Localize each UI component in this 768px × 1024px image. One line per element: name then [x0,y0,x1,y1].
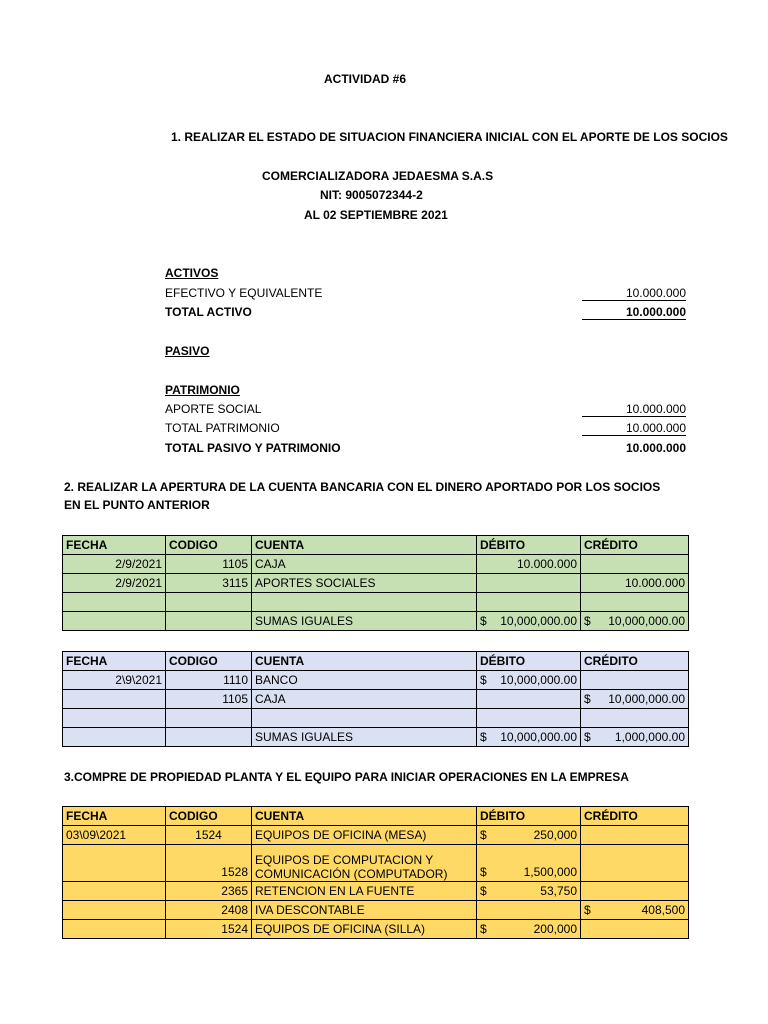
cell-credito [581,882,689,901]
table-row [63,845,689,882]
sumas-debito: $ 10,000,000.00 [477,728,581,747]
cell-cuenta: EQUIPOS DE OFICINA (SILLA) [252,920,477,939]
cell-debito: $ 200,000 [477,920,581,939]
cell-fecha: 2/9/2021 [63,555,166,574]
cell-debito: $ 250,000 [477,826,581,845]
header-codigo: CODIGO [166,807,252,826]
cell-credito [581,920,689,939]
table-row [63,690,689,709]
header-fecha: FECHA [63,807,166,826]
cell-codigo: 2365 [166,882,252,901]
journal-table-banco [62,651,689,747]
header-fecha: FECHA [63,536,166,555]
section2-heading-line1: 2. REALIZAR LA APERTURA DE LA CUENTA BANCARIA CON EL DINERO APORTADO POR LOS SOCIOS [64,480,661,494]
cell-cuenta: EQUIPOS DE COMPUTACION Y COMUNICACIÓN (COMPUTADOR) [252,845,477,882]
cell-codigo: 2408 [166,901,252,920]
cell-codigo: 1105 [166,555,252,574]
cell-fecha: 2\9\2021 [63,671,166,690]
total-patrimonio-label: TOTAL PATRIMONIO [165,421,280,435]
cell-fecha [63,845,166,882]
total-activo-label: TOTAL ACTIVO [165,305,252,319]
cell-fecha [63,901,166,920]
cell-credito [581,845,689,882]
table-row [63,671,689,690]
header-debito: DÉBITO [477,652,581,671]
page-title: ACTIVIDAD #6 [324,72,407,86]
cell-credito [581,671,689,690]
cell-credito [581,826,689,845]
cell-cuenta: IVA DESCONTABLE [252,901,477,920]
table-row-empty [63,709,689,728]
table-row [63,901,689,920]
table-row [63,826,689,845]
total-pasivo-patrimonio-value: 10.000.000 [625,441,686,455]
efectivo-value: 10.000.000 [582,286,686,301]
cell-fecha: 2/9/2021 [63,574,166,593]
journal-table-ppe [62,806,689,939]
section1-heading: 1. REALIZAR EL ESTADO DE SITUACION FINANCIERA INICIAL CON EL APORTE DE LOS SOCIOS [171,130,728,144]
journal-table-caja [62,535,689,631]
header-cuenta: CUENTA [252,807,477,826]
cell-debito: 10.000.000 [477,555,581,574]
cell-debito: $ 10,000,000.00 [477,671,581,690]
aporte-social-label: APORTE SOCIAL [165,402,262,416]
table-row [63,574,689,593]
cell-cuenta: RETENCION EN LA FUENTE [252,882,477,901]
cell-debito: $ 1,500,000 [477,845,581,882]
header-credito: CRÉDITO [581,807,689,826]
company-nit: NIT: 9005072344-2 [320,188,423,202]
cell-codigo: 3115 [166,574,252,593]
cell-debito: $ 53,750 [477,882,581,901]
cell-codigo: 1524 [166,826,252,845]
header-debito: DÉBITO [477,536,581,555]
cell-cuenta: CAJA [252,555,477,574]
aporte-social-value: 10.000.000 [582,402,686,417]
section2-heading-line2: EN EL PUNTO ANTERIOR [64,498,210,512]
header-debito: DÉBITO [477,807,581,826]
cell-credito: 10.000.000 [581,574,689,593]
pasivo-heading: PASIVO [165,344,210,358]
cell-fecha [63,920,166,939]
sumas-iguales-label: SUMAS IGUALES [252,612,477,631]
cell-codigo: 1524 [166,920,252,939]
total-pasivo-patrimonio-label: TOTAL PASIVO Y PATRIMONIO [165,441,341,455]
cell-fecha: 03\09\2021 [63,826,166,845]
sumas-credito: $ 10,000,000.00 [581,612,689,631]
patrimonio-heading: PATRIMONIO [165,383,240,397]
total-activo-value: 10.000.000 [582,305,686,320]
sumas-iguales-label: SUMAS IGUALES [252,728,477,747]
table-header-row [63,652,689,671]
cell-codigo: 1528 [166,845,252,882]
total-patrimonio-value: 10.000.000 [582,421,686,436]
table-row [63,555,689,574]
header-credito: CRÉDITO [581,536,689,555]
header-codigo: CODIGO [166,536,252,555]
activos-heading: ACTIVOS [165,266,219,280]
cell-fecha [63,690,166,709]
cell-codigo: 1110 [166,671,252,690]
sumas-debito: $ 10,000,000.00 [477,612,581,631]
table-row [63,920,689,939]
cell-cuenta: APORTES SOCIALES [252,574,477,593]
cell-credito: $ 10,000,000.00 [581,690,689,709]
cell-debito [477,901,581,920]
header-credito: CRÉDITO [581,652,689,671]
cell-cuenta: CAJA [252,690,477,709]
cell-credito [581,555,689,574]
cell-cuenta: BANCO [252,671,477,690]
header-cuenta: CUENTA [252,536,477,555]
sumas-credito: $ 1,000,000.00 [581,728,689,747]
efectivo-label: EFECTIVO Y EQUIVALENTE [165,286,323,300]
sumas-iguales-row [63,612,689,631]
company-name: COMERCIALIZADORA JEDAESMA S.A.S [262,169,494,183]
header-codigo: CODIGO [166,652,252,671]
table-header-row [63,536,689,555]
cell-debito [477,574,581,593]
section3-heading: 3.COMPRE DE PROPIEDAD PLANTA Y EL EQUIPO PARA INICIAR OPERACIONES EN LA EMPRESA [64,770,629,784]
header-cuenta: CUENTA [252,652,477,671]
cell-credito: $ 408,500 [581,901,689,920]
statement-date: AL 02 SEPTIEMBRE 2021 [304,208,448,222]
cell-codigo: 1105 [166,690,252,709]
cell-fecha [63,882,166,901]
sumas-iguales-row [63,728,689,747]
table-header-row [63,807,689,826]
table-row [63,882,689,901]
cell-debito [477,690,581,709]
cell-cuenta: EQUIPOS DE OFICINA (MESA) [252,826,477,845]
table-row-empty [63,593,689,612]
header-fecha: FECHA [63,652,166,671]
